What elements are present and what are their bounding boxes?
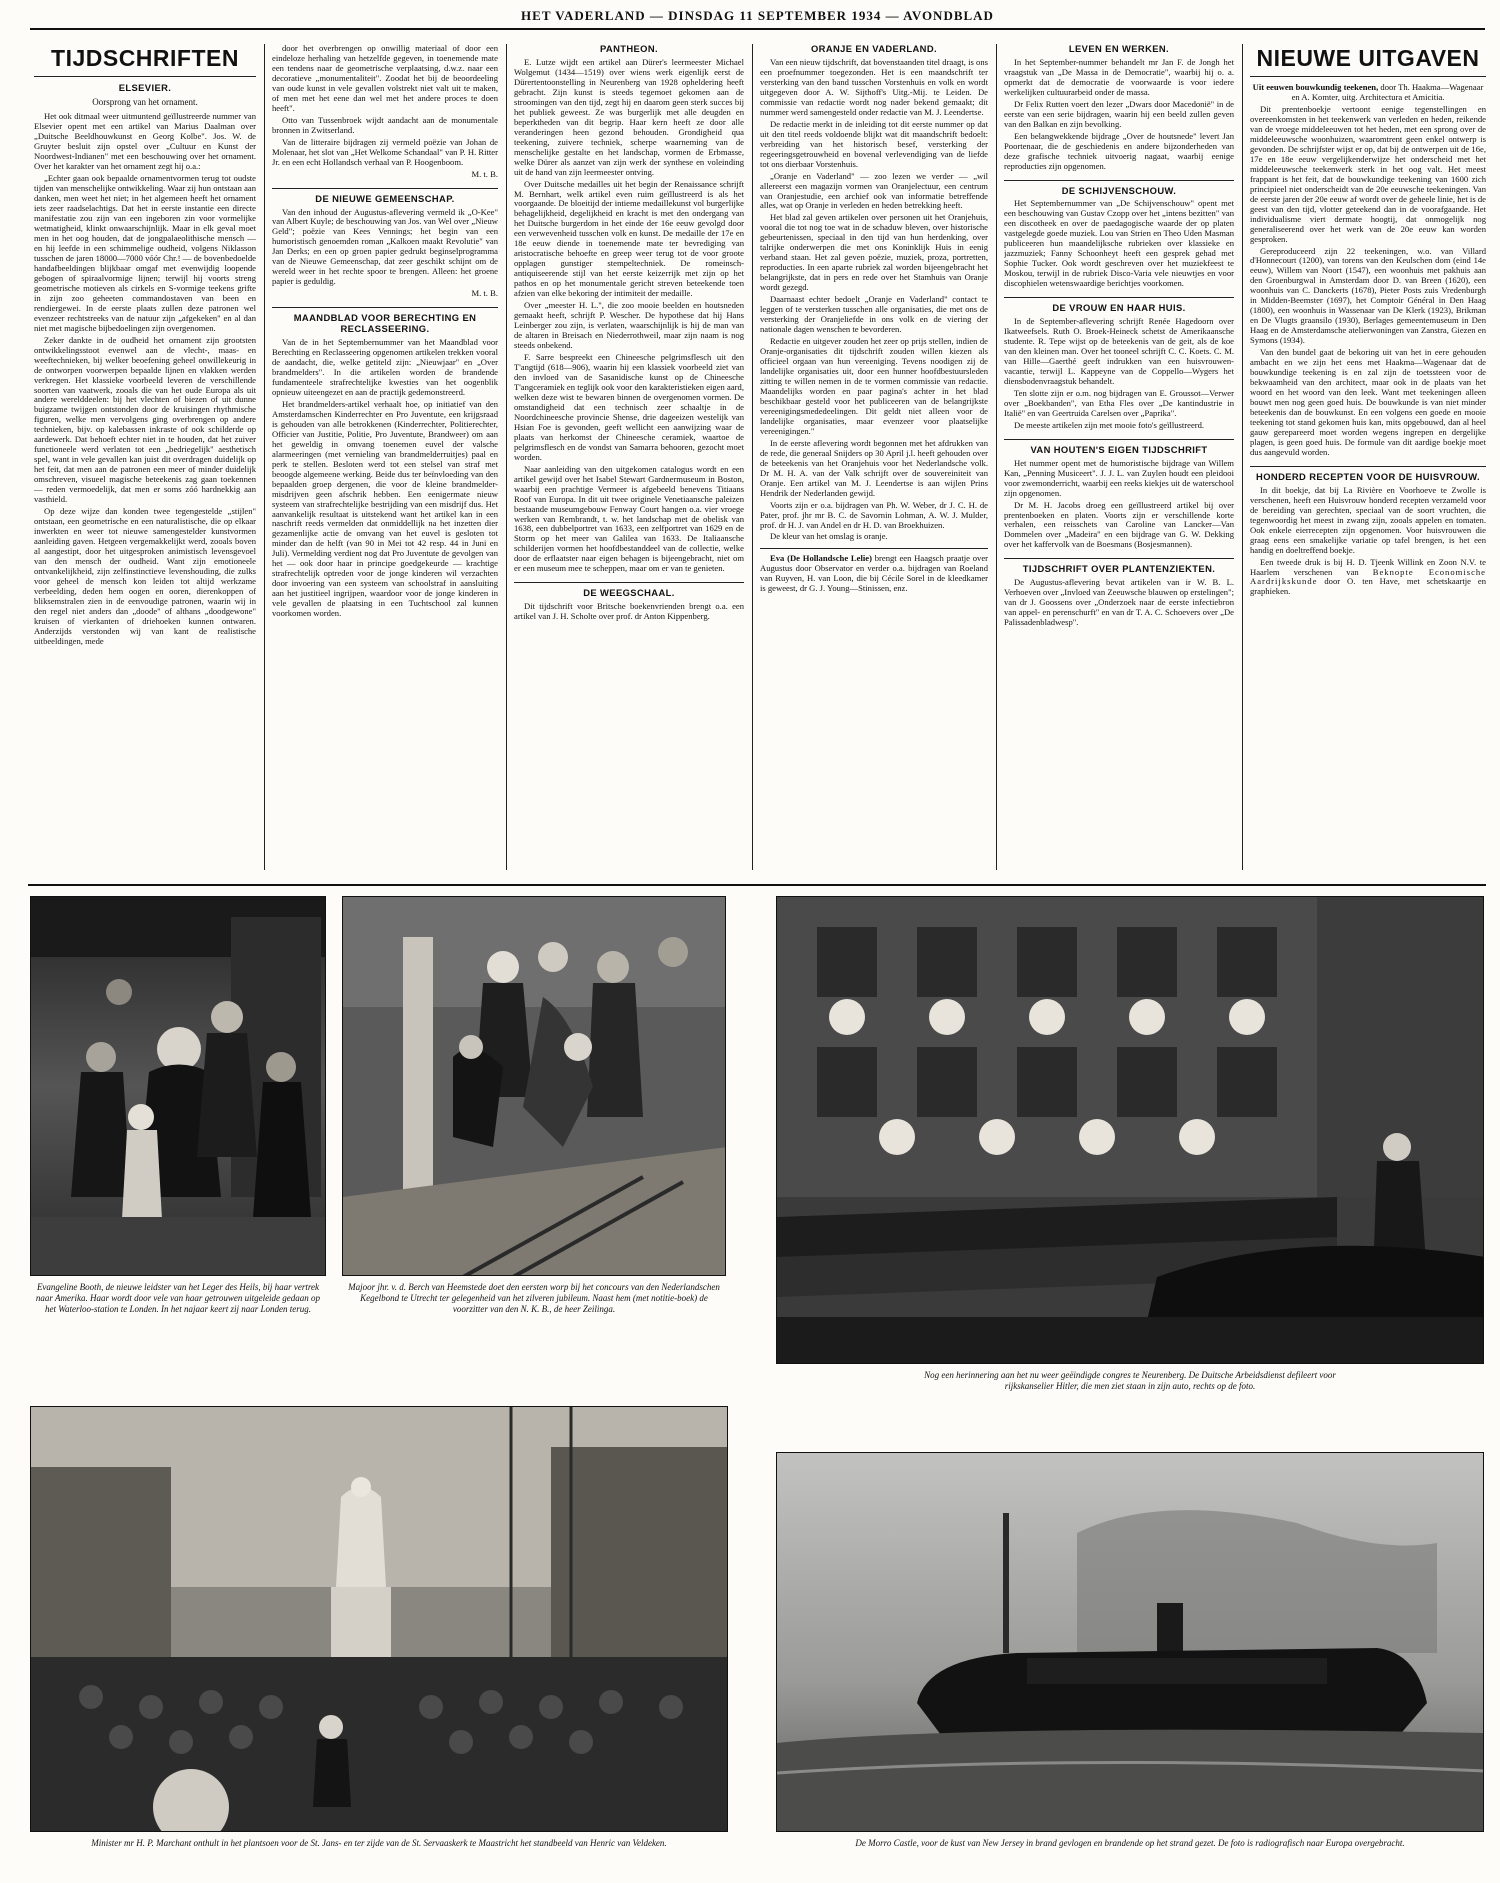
- article-paragraph: Daarnaast echter bedoelt „Oranje en Vaderland" contact te leggen of te versterken tusschen alle organisaties, die met ons de versterking der Oranjeliefde in ons volk en de viering der nationale dagen wenschen te bevorderen.: [760, 294, 988, 335]
- photo-morro-castle-image: [777, 1453, 1484, 1832]
- article-paragraph: Ten slotte zijn er o.m. nog bijdragen van E. Groussot—Verwer over „Boekbanden", van Etha Fles over „De kantindustrie in Italië" en van Geertruida Carelsen over „Paprika".: [1004, 387, 1234, 418]
- article-text: brengt een Haagsch praatje over Augustus door Observator en verder o.a. bijdragen van Roeland van Ruyven, H. van Loon, die bij Cécile Sorel in de kleedkamer is geweest, dr G. J. Young—Stinissen, enz.: [760, 553, 988, 594]
- article-paragraph: Van de litteraire bijdragen zij vermeld poëzie van Johan de Molenaar, het slot van „Het Welkome Schandaal" van P. H. Ritter Jr. en een echt Hollandsch verhaal van P. Hoogenboom.: [272, 136, 498, 167]
- column-rule: [996, 44, 997, 870]
- photo-caption: De Morro Castle, voor de kust van New Jersey in brand gevlogen en brandende op het strand gezet. De foto is radiografisch naar Europa overgebracht.: [855, 1838, 1405, 1848]
- article-paragraph: Dr Felix Rutten voert den lezer „Dwars door Macedonië" in de eerste van een serie bijdragen, waarin hij een beeld zullen geven van den Balkan en zijn bevolking.: [1004, 98, 1234, 129]
- article-paragraph: E. Lutze wijdt een artikel aan Dürer's leermeester Michael Wolgemut (1434—1519) over wiens werk eigenlijk eerst de Dürertentoonstelling in Neurenberg van 1928 opheldering heeft gebracht. Zijn kunst is steeds tegemoet gekomen aan de stroomingen van den tijd, zegt hij en daarom geen sterk succes bij het publiek geweest. Ze was burgerlijk met alle deugden en beperktheden van dit begrip. Haar kern heeft ze door alle veranderingen heen gezond behouden. Grondigheid qua teekening, zuivere techniek, scherpe waarneming van de menschelijke gestalte en het landschap, vormen de Erbmasse, welke Dürer als aanzet van zijn werk der synthese en voleinding uit de hand van zijn leermeester ontving.: [514, 56, 744, 177]
- photo-caption: Evangeline Booth, de nieuwe leidster van het Leger des Heils, bij haar vertrek naar Amerika. Haar wordt door vele van haar getrouwen uitgeleide gedaan op het Waterloo-station te Londen. In het najaar keert zij naar Londen terug.: [35, 1282, 321, 1314]
- section-heading: VAN HOUTEN'S EIGEN TIJDSCHRIFT: [1004, 439, 1234, 456]
- article-paragraph: Otto van Tussenbroek wijdt aandacht aan de monumentale bronnen in Zwitserland.: [272, 114, 498, 135]
- section-heading: PANTHEON.: [599, 44, 659, 54]
- article-paragraph: Over Duitsche medailles uit het begin der Renaissance schrijft M. Bernhart, welk artikel even ruim geïllustreerd is als het voorgaande. De bloeitijd der intieme medaillekunst vol burgerlijke behagelijkheid, degelijkheid en kracht is met den ondergang van het Duitsche burgerdom in het einde der 16e eeuw gevolgd door een verwevenheid tusschen volk en kunst. De medaille der 17e en 18e eeuw diende in toenemende mate ter bevrediging van aristocratische behoefte en greep weer terug tot de voor groote opplagen gunstiger stempeltechniek. De romeinsch-antiquiseerende stijl van het eerste keizerrijk met zijn op het pathos en op het monumentale gericht streven beteekende toen afzien van elke bekoring der intimiteit der medaille.: [514, 178, 744, 299]
- section-heading: HONDERD RECEPTEN VOOR DE HUISVROUW.: [1250, 466, 1486, 483]
- photo-neurenberg-image: [777, 897, 1484, 1364]
- article-paragraph: Het brandmelders-artikel verhaalt hoe, op initiatief van den Amsterdamschen Kinderrechter en Pro Juventute, een krijgsraad is gehouden van alle betrokkenen (Kinderrechter, Politierechter, Officier van Justitie, Politie, Pro Juventute, Brandweer) om aan het geweldig in omvang toenemen euvel der valsche alarmeeringen (met vernieling van brandmelderruitjes) paal en perk te stellen. Besloten werd tot een stelsel van straf met beoogde algemeene werking. Beide dus ter beïnvloeding van den bepaalden groep dergenen, die voor de kleine brandmelder-misdrijven geen afschrik hebben. Een eenigermate nieuw systeem van strafrechtelijke bestrijding van een misdrijf dus. Het aanvankelijk resultaat is uitstekend want het artikel kan in een naschrift reeds vermelden dat onmiddellijk na het inzetten dier gezamenlijke actie de omvang van het euvel is gesloten tot minder dan de helft (van 90 in Mei tot 42 resp. 44 in Juni en Juli). Vermelding verdient nog dat Pro Juventute de gevolgen van het — ook door haar in principe goedgekeurde — krachtige strafrechtelijk optreden voor de jonge kinderen wil verzachten door invoering van een systeem van schoolstraf in aansluiting aan het justitieel ingrijpen, waardoor voor de jonge kinderen in vele gevallen de plaatsing in een Tuchtschool zal kunnen voorkomen worden.: [272, 398, 498, 619]
- article-paragraph: In het September-nummer behandelt mr Jan F. de Jongh het vraagstuk van „De Massa in de Democratie", waarbij hij o. a. opmerkt dat de democratie de voorwaarde is voor iedere werkelijken cultuurarbeid onder de massa.: [1004, 56, 1234, 97]
- article-paragraph: Het blad zal geven artikelen over personen uit het Oranjehuis, vooral die tot nog toe wat in de schaduw bleven, over historische gebeurtenissen, speciaal in den tijd van hun herdenking, over talrijke onderwerpen die met ons Koninklijk Huis in eenig verband staan. Het zal geven poëzie, muziek, proza, portretten, reproducties. In een aparte rubriek zal worden bijeengebracht het belangrijkste, dat in pers en rede over het Stamhuis van Oranje wordt gezegd.: [760, 212, 988, 293]
- article-paragraph: Over „meester H. L.", die zoo mooie beelden en houtsneden gemaakt heeft, schrijft P. Wescher. De hypothese dat hij Hans Leinberger zou zijn, is verlaten, waarschijnlijk is hij de man van de altaren in Breisach en Niederrothweil, maar zijn naam is nog steeds onbekend.: [514, 300, 744, 351]
- masthead: HET VADERLAND — DINSDAG 11 SEPTEMBER 1934 — AVONDBLAD: [30, 4, 1485, 30]
- article-paragraph: Naar aanleiding van den uitgekomen catalogus wordt en een artikel gewijd over het Isabel Stewart Gardnermuseum in Boston, waarbij een prachtige Vermeer is afgebeeld benevens Titiaans Roof van Europa. In dit uit twee originele Venetiaansche paleizen bestaande museumgebouw Fenway Court hangen o.a. vier vroege werken van Rembrandt, t. w. het landschap met de obelisk van 1638, een dubbelportret van 1633, een zelfportret van 1629 en de Storm op het meer van Galilea van 1633. De Italiaansche schilderijen vormen het hoofdbestanddeel van de collectie, welke door de erflaatster naar eigen behagen is bijeengebracht, niet om er een museum mee te scheppen, maar om er van te genieten.: [514, 463, 744, 574]
- column-2: [272, 44, 498, 874]
- article-paragraph: Dit prentenboekje vertoont eenige tegenstellingen en overeenkomsten in het teekenwerk van verleden en heden, reikende van de vroege middeleeuwen tot het heden, met een sprong over de middeleeuwsche woonhuizen, waaromtrent geen enkel ontwerp is gevonden. De schrijfster wijst er op, dat bij de ontwerpen uit de 16e, 17e en 18e eeuw vergelijkenderwijze het onderscheid met het middeleeuwsche teekenwerk sterk in het oog valt. Het meest frappant is het feit, dat de bouwkundige teekening van 1600 zich principieel niet onderscheidt van de 20e eeuwsche teekeningen. Van de eerste jaren der 20e eeuw af wordt over de geheele linie, het is de geest van den tijd, vlotter geteekend dan in de voorafgaande. Het individualisme viert dermate hoogtij, dat onmogelijk nog generaliseerend over het werk van de 20e eeuw kan worden gesproken.: [1250, 103, 1486, 244]
- article-paragraph: Van den inhoud der Augustus-aflevering vermeld ik „O-Kee" van Albert Kuyle; de beschouwing van Jos. van Wel over „Nieuw Geld"; poëzie van Kees Vennings; het begin van een humoristisch genoemden roman „Kalkoen maakt Revolutie" van Jan Derks; en een op groen papier gedrukt beginselprogramma van de Nieuwe Gemeenschap, dat zeer geschikt schijnt om de wereld weer in het rechte spoor te brengen. Alleen: het groene papier is geduldig.: [272, 206, 498, 287]
- article-paragraph: Het nummer opent met de humoristische bijdrage van Willem Kan, „Penning Musiceert". J. J. L. van Zuylen houdt een pleidooi voor zwemonderricht, waarbij een reeks kiekjes uit de waterschool zijn opgenomen.: [1004, 457, 1234, 498]
- page-title: TIJDSCHRIFTEN: [34, 44, 256, 77]
- section-heading: ORANJE EN VADERLAND.: [810, 44, 938, 54]
- article-paragraph: Dr M. H. Jacobs droeg een geïllustreerd artikel bij over prentenboeken en platen. Voorts zijn er verschillende korte verhalen, een reisschets van Caroline van Lancker—Van Dommelen over „Madeira" en een bijdrage van G. W. Dekking over het kaffervolk van de Boesmans (Bosjesmannen).: [1004, 499, 1234, 550]
- article-paragraph: De meeste artikelen zijn met mooie foto's geïllustreerd.: [1014, 419, 1205, 430]
- column-rule: [1242, 44, 1243, 870]
- photo-caption: Minister mr H. P. Marchant onthult in het plantsoen voor de St. Jans- en ter zijde van de St. Servaaskerk te Maastricht het standbeeld van Henric van Veldeken.: [91, 1838, 667, 1848]
- article-paragraph: Het ook ditmaal weer uitmuntend geïllustreerde nummer van Elsevier opent met een artikel van Marius Daalman over „Duitsche Beeldhouwkunst en Georg Kolbe". Jos. W. de Gruyter besluit zijn opstel over „Cultuur en Kunst der Noordwest-Indianen" met een beschouwing over het ornament. Over het karakter van het ornament zegt hij o.a.:: [34, 111, 256, 172]
- article-text: Een tweede druk is bij H. D. Tjeenk Willink en Zoon N.V. te Haarlem verschenen van: [1250, 556, 1486, 577]
- section-heading: DE NIEUWE GEMEENSCHAP.: [272, 188, 498, 205]
- article-paragraph: Gereproduceerd zijn 22 teekeningen, w.o. van Villard d'Honnecourt (1200), van torens van den Keulschen dom (eind 14e eeuw), Willem van Noort (1547), een woonhuis met pakhuis aan den Groenburgwal in Amsterdam door D. van Breen (1620), een woonhuis van C. Danckerts (1678), Pieter Posts zuis Vredenburgh in Midden-Beemster (1697), het Comptoir Général in Den Haag (1800), een woonhuis in Wassenaar van De Klerk (1923), Brikman en De Vlugts graansilo (1930), Berlages gemeentemuseum in Den Haag en de Amsterdamsche atelierwoningen van Zanstra, Giezen en Symons (1934).: [1250, 245, 1486, 346]
- section-heading: DE WEEGSCHAAL.: [514, 582, 744, 599]
- article-paragraph: In de September-aflevering schrijft Renée Hagedoorn over Ikatweefsels. Ruth O. Broek-Heineck schetst de Amerikaansche studente. R. Tepe wijst op de beteekenis van de geit, als de koe van den kleinen man. Over het tooneel schrijft C. C. Koets. C. M. van Hille—Gaerthé geeft indrukken van een huisvrouwen-vacantie, terwijl L. Kappeyne van de Coppello—Wygers het diensbodenvraagstuk behandelt.: [1004, 316, 1234, 386]
- photo-caption: Nog een herinnering aan het nu weer geëindigde congres te Neurenberg. De Duitsche Arbeidsdienst defileert voor rijkskanselier Hitler, die men ziet staan in zijn auto, rechts op de foto.: [924, 1370, 1336, 1391]
- photo-maastricht-statue-image: [31, 1407, 728, 1832]
- article-paragraph: Voorts zijn er o.a. bijdragen van Ph. W. Weber, dr J. C. H. de Pater, prof. jhr mr B. C. de Savornin Lohman, A. W. J. Mulder, prof. dr H. J. van Andel en dr H. D. van Broekhuizen.: [760, 499, 988, 530]
- article-paragraph: Een belangwekkende bijdrage „Over de houtsnede" levert Jan Poortenaar, die de geschiedenis en andere bijzonderheden van deze grafische techniek uitvoerig nagaat, waarbij eenige reproducties zijn opgenomen.: [1004, 130, 1234, 171]
- signature: M. t. B.: [471, 168, 498, 179]
- periodical-name: Eva (De Hollandsche Lelie): [770, 553, 872, 564]
- section-heading: TIJDSCHRIFT OVER PLANTENZIEKTEN.: [1004, 558, 1234, 575]
- article-paragraph: F. Sarre bespreekt een Chineesche pelgrimsflesch uit den T'angtijd (618—906), waarin hij een klassiek voorbeeld ziet van den invloed van de Sasanidische kunst op de Chineesche T'angceramiek en teglijk ook voor den karakteristieken eigen aard, welken deze wist te bewaren binnen de overgenomen vormen. De omstandigheid dat een technisch zeer schaaltje in de Noordchineesche provincie Shense, drie dageeizen westelijk van Hsian Foe is gevonden, geeft wellicht een aanwijzing waar de plaats van herkomst der Chineesche ceramiek, waartoe de pelgrimsflesch en de vondst van Samarra behooren, gezocht moet worden.: [514, 352, 744, 462]
- article-text: door O. ten Have, met schetskaartje en graphieken.: [1250, 576, 1486, 597]
- column-rule: [264, 44, 265, 870]
- article-paragraph: „Oranje en Vaderland" — zoo lezen we verder — „wil allereerst een magazijn vormen van Oranjelectuur, een centrum van Oranjestudie, een archief ook van informatie betreffende alles, wat op Oranje in verleden en heden betrekking heeft.: [760, 170, 988, 211]
- article-paragraph: „Echter gaan ook bepaalde ornamentvormen terug tot oudste tijden van menschelijke ontwikkeling. Waar zij hun ontstaan aan danken, men weet het niet; in het algemeen heeft het ornament iets zeer raadselachtigs. Dat het in eerste instantie een directe manifestatie zou zijn van een ingeboren zin voor vormelijke wetmatigheid, klinkt onwaarschijnlijk. Maar in elk geval moet men in het oog houden, dat de jongpalaeolithische mensch — en hij leefde in een schimmelige oudheid, volgens Niklasson tusschen de jaren 18000—7000 vóór Chr.! — de bovenbedoelde handafbeeldingen blijkbaar omgaf met evenwijdig loopende gebogen of spiraalvormige lijnen; terwijl hij voorts streng geometrische motieven als cirkels en S-vormige teekens grifte in zijn zoo geheeten commandostaven van been en rendiergewei. In de eerste plaats zullen deze patronen wel evenzeer rechtstreeks van de natuur zijn „afgekeken" en al dan niet met magische bijbedoelingen zijn overgenomen.: [34, 173, 256, 333]
- section-heading: ELSEVIER.: [118, 82, 172, 93]
- article-paragraph: Het Septembernummer van „De Schijvenschouw" opent met een beschouwing van Gustav Czopp over het „intens bezitten" van een discotheek en over de paedagogische waarde der op platen vastgelegde goede muziek. Lou van Strien en Theo Uden Masman publiceeren hun maandelijksche rubrieken over klassieke en jazzmuziek; Fanny Schoonheyt heeft een gesprek gehad met Sophie Tucker. Ook wordt geschreven over het muziekfeest te Moskou, terwijl in de rubriek Disco-Varia vele nieuwtjes en voor discophielen wetenswaardige berichtjes voorkomen.: [1004, 198, 1234, 289]
- signature: M. t. B.: [471, 288, 498, 299]
- article-paragraph: De kleur van het omslag is oranje.: [770, 531, 888, 542]
- column-nieuwe-uitgaven: [1250, 44, 1486, 874]
- article-paragraph: Op deze wijze dan konden twee tegengestelde „stijlen" ontstaan, een geometrische en een naturalistische, die op elkaar inwerkten en weer tot nieuwe samengestelder kunstvormen aanleiding gaven. Hetgeen vergemakkelijkt werd, zooals boven al aangestipt, door het uitgesproken animistisch levensgevoel van den mensch der oudheid. Want zijn emotioneele ontvankelijkheid, zijn zelfinstinctieve levenshouding, die zulks voor geheel de mensch kon leiden tot altijd werkzame verbeelding, deden hem oogen en ooren, dierenkoppen of bliksemstralen zien in de eenvoudige patronen, waarin wij in den regel niet anders dan „doode" of althans „doodgewone" kruisen of vierkanten of driehoeken kunnen ontwaren. Anderzijds verstonden wij van kant de realistische uitbeeldingen, mede: [34, 506, 256, 646]
- section-heading: MAANDBLAD VOOR BERECHTING EN RECLASSEERING.: [272, 307, 498, 335]
- photo-morro-castle: [776, 1452, 1484, 1832]
- article-paragraph: Dit tijdschrift voor Britsche boekenvrienden brengt o.a. een artikel van J. H. Scholte over prof. dr Anton Kippenberg.: [514, 601, 744, 622]
- article-paragraph: De redactie merkt in de inleiding tot dit eerste nummer op dat uit den titel reeds voldoende blijkt wat dit maandschrift bedoelt: verbreiding van het historisch besef, versterking der regeeringsgetrouwheid en bovenal verlevendiging van de liefde tot ons dierbaar Vorstenhuis.: [760, 118, 988, 169]
- section-heading: DE VROUW EN HAAR HUIS.: [1004, 297, 1234, 314]
- column-rule: [506, 44, 507, 870]
- article-paragraph: [1250, 558, 1486, 598]
- section-divider: [28, 884, 1486, 886]
- article-paragraph: De Augustus-aflevering bevat artikelen van ir W. B. L. Verhoeven over „Invloed van Zeeuwsche blauwen op erstelingen"; van dr J. Goossens over „Onderzoek naar de eerste infectiebron van appel- en perenschurft" en van dr T. A. C. Schoevers over „De Palissadenbladwesp".: [1004, 577, 1234, 628]
- section-title: NIEUWE UITGAVEN: [1250, 44, 1486, 77]
- section-heading: LEVEN EN WERKEN.: [1068, 44, 1170, 54]
- article-paragraph: In dit boekje, dat bij La Rivière en Voorhoeve te Zwolle is verschenen, heeft een Huisvrouw honderd recepten verzameld voor de bereiding van gerechten, speciaal van de soort vruchten, die tegenwoordig het meest in zwang zijn, zooals appelen en tomaten. Ook enkele eierrecepten zijn opgenomen. Voor huisvrouwen die graag eens een smakelijke variatie op tafel brengen, is het een handig en doeltreffend boekje.: [1250, 484, 1486, 555]
- article-paragraph: Redactie en uitgever zouden het zeer op prijs stellen, indien de Oranje-organisaties dit tijdschrift zouden willen kiezen als officieel orgaan van hun vereeniging. Tevens noodigen zij de landelijke organisaties uit, door een hunner hoofdbestuursleden zitting te willen nemen in de te vormen commissie van redactie. Maandelijks worden en paar pagina's achter in het blad beschikbaar gesteld voor het publiceeren van de belangrijkste vereenigingsmededeelingen. Dit geldt niet alleen voor de landelijke organisaties, maar evenzeer voor plaatselijke vereenigingen.": [760, 336, 988, 436]
- book-title: Beknopte Economische Aardrijkskunde: [1250, 566, 1486, 587]
- photo-maastricht-statue: [30, 1406, 728, 1832]
- article-paragraph: [760, 548, 988, 594]
- column-5: [1004, 44, 1234, 874]
- column-4: [760, 44, 988, 874]
- book-entry: [1250, 83, 1486, 103]
- article-paragraph: door het overbrengen op onwillig materiaal of door een eindeloze herhaling van hetzelfde gegeven, in toenemende mate een tendens naar de geometrische verplaatsing, d.w.z. naar een decoratieve „monumentaliteit". Zoodat het bij de beoordeeling van oude kunst in vele gevallen volstrekt niet valt uit te maken, of men met het eene dan wel met het andere proces te doen heeft".: [272, 44, 498, 113]
- photo-caption: Majoor jhr. v. d. Berch van Heemstede doet den eersten worp bij het concours van den Nederlandschen Kegelbond te Utrecht ter gelegenheid van het zilveren jubileum. Naast hem (met notitie-boek) de voorzitter van den N. K. B., de heer Zeilinga.: [348, 1282, 720, 1314]
- article-paragraph: Van de in het Septembernummer van het Maandblad voor Berechting en Reclasseering opgenomen artikelen trekken vooral de aandacht, die, welke getiteld zijn: „Nieuwjaar" en „Over brandmelders". In die artikelen worden de brandende fundamenteele strafrechtelijke kwesties van het oogenblik opnieuw uiteengezet en aan de practijk gedemonstreerd.: [272, 337, 498, 397]
- article-paragraph: Van een nieuw tijdschrift, dat bovenstaanden titel draagt, is ons een proefnummer toegezonden. Het is een maandschrift ter versterking van den band tusschen Vorstenhuis en volk en wordt uitgegeven door A. W. Sijthoff's Uitg.-Mij. te Leiden. De commissie van redactie wordt nog nader bekend gemaakt; dit nummer werd samengesteld onder redactie van M. J. Leendertse.: [760, 56, 988, 117]
- article-paragraph: In de eerste aflevering wordt begonnen met het afdrukken van de rede, die generaal Snijders op 30 April j.l. heeft gehouden over de beteekenis van het Oranjehuis voor het Nederlandsche volk. Dr M. H. A. van der Valk schrijft over de souvereiniteit van Oranje. Een artikel van M. J. Leendertse is aan wijlen Prins Hendrik der Nederlanden gewijd.: [760, 437, 988, 498]
- section-subheading: Oorsprong van het ornament.: [92, 96, 198, 107]
- photo-kegelbond: [342, 896, 726, 1276]
- photo-neurenberg: [776, 896, 1484, 1364]
- book-title: Uit eeuwen bouwkundig teekenen,: [1252, 82, 1379, 92]
- photo-kegelbond-image: [343, 897, 726, 1276]
- book-details: door Th. Haakma—Wagenaar en A. Komter, uitg. Architectura et Amicitia.: [1291, 82, 1484, 102]
- photo-evangeline-booth-image: [31, 897, 326, 1276]
- column-rule: [752, 44, 753, 870]
- article-paragraph: Zeker dankte in de oudheid het ornament zijn grootsten ontwikkelingsstoot evenwel aan de vlecht-, maas- en weeftechnieken, bij welker beoefening geheel onwillekeurig in de ontworpen voorwerpen bepaalde lijnen en vlakken werden verkregen. Het klassieke voorbeeld leveren de verschillende soorten van vaatwerk, zooals die van het oude Europa als uit andere werelddeelen: bij het vlechten of biezen of uit dunne buigzame twijgen ontstonden door de kruisingen rhythmische figuren, welke men vervolgens ging overbrengen op andere technieken, bijv. op kalebassen inkraste of ook schilderde op aardewerk. Dat behoeft echter niet in te houden, dat het zuiver functioneele werd verlaten tot een „bedriegelijk" aesthetisch spel, want in vele gevallen kan juist dit overdragen duidelijk op het feit, dat men aan de patronen een meer of minder duidelijk omschreven, visueel magische beteekenis zag gaan toekennen — reden vermoedelijk, dat men er soms zóó hardnekkig aan vasthield.: [34, 334, 256, 505]
- photo-evangeline-booth: [30, 896, 326, 1276]
- column-3: [514, 44, 744, 874]
- section-heading: DE SCHIJVENSCHOUW.: [1004, 180, 1234, 197]
- article-paragraph: Van den bundel gaat de bekoring uit van het in eere gehouden ambacht en we zijn het eens met Haakma—Wagenaar dat de bouwkundige teekening is en zal zijn de toetssteen voor de bekwaamheid van den architect, maar ook in de plaats van het woord en het woord van den leek. Want met teekeningen alleen bouwt men nog geen goed huis. De bouwkunde is van niet minder beteekenis dan de bouwkunst. En een volgens een goede en mooie teekening tot stand gekomen huis kan, mits opgebouwd, dan al heel gauw gerepareerd moet worden wegens ingrepen en dergelijke plagen, is geen goed huis. De formule van dit aardige boekje moet dus aangevuld worden.: [1250, 347, 1486, 457]
- column-tijdschriften: [34, 44, 256, 874]
